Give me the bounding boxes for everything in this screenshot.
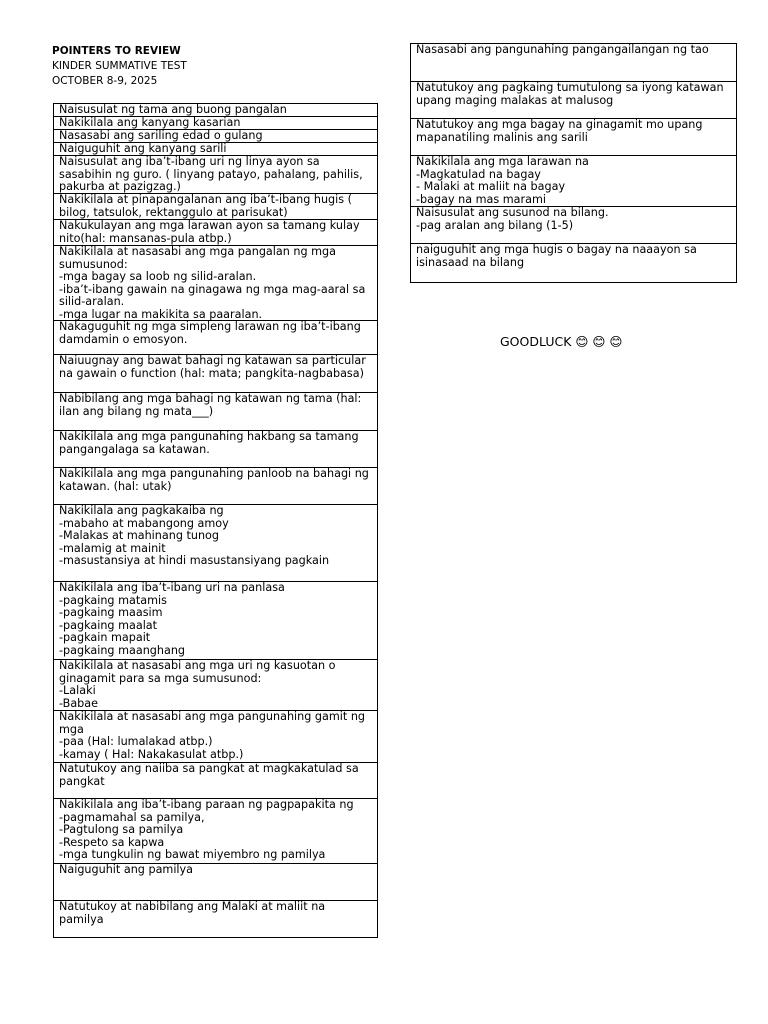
document-date: OCTOBER 8-9, 2025: [52, 75, 158, 87]
table-row: Nakikilala ang iba’t-ibang paraan ng pagpapakita ng -pagmamahal sa pamilya, -Pagtulong sa pamilya -Respeto sa kapwa -mga tungkulin ng bawat miyembro ng pamilya: [54, 799, 377, 864]
table-row: Nakikilala at nasasabi ang mga pangunahing gamit ng mga -paa (Hal: lumalakad atbp.) -kamay ( Hal: Nakakasulat atbp.): [54, 711, 377, 763]
table-row: Naiuugnay ang bawat bahagi ng katawan sa particular na gawain o function (hal: mata; pangkita-nagbabasa): [54, 355, 377, 393]
table-row: Natutukoy ang mga bagay na ginagamit mo upang mapanatiling malinis ang sarili: [411, 119, 736, 156]
table-row: Nabibilang ang mga bahagi ng katawan ng tama (hal: ilan ang bilang ng mata___): [54, 393, 377, 431]
table-row: Natutukoy ang naiiba sa pangkat at magkakatulad sa pangkat: [54, 763, 377, 799]
table-row: Nakikilala ang pagkakaiba ng -mabaho at mabangong amoy -Malakas at mahinang tunog -malamig at mainit -masustansiya at hindi masustansiyang pagkain: [54, 505, 377, 582]
table-row: Naisusulat ang susunod na bilang. -pag aralan ang bilang (1-5): [411, 207, 736, 244]
table-row: Natutukoy ang pagkaing tumutulong sa iyong katawan upang maging malakas at malusog: [411, 82, 736, 119]
table-row: naiguguhit ang mga hugis o bagay na naaayon sa isinasaad na bilang: [416, 244, 697, 269]
table-row: Nakikilala ang mga pangunahing hakbang sa tamang pangangalaga sa katawan.: [54, 431, 377, 468]
left-pointers-table: [53, 103, 378, 938]
table-row: Nakikilala ang mga larawan na -Magkatulad na bagay - Malaki at maliit na bagay -bagay na mas marami: [411, 156, 736, 207]
table-row: Nakukulayan ang mga larawan ayon sa tamang kulay nito(hal: mansanas-pula atbp.): [54, 220, 377, 246]
table-row: Naisusulat ng tama ang buong pangalan: [54, 104, 377, 117]
document-subtitle: KINDER SUMMATIVE TEST: [52, 60, 187, 72]
document-header: [52, 44, 187, 89]
table-row: Nakikilala ang iba’t-ibang uri na panlasa -pagkaing matamis -pagkaing maasim -pagkaing maalat -pagkain mapait -pagkaing maanghang: [54, 582, 377, 660]
table-row: Nasasabi ang sariling edad o gulang: [54, 130, 377, 143]
table-row: Naiguguhit ang kanyang sarili: [54, 143, 377, 156]
table-row: Nakikilala at nasasabi ang mga uri ng kasuotan o ginagamit para sa mga sumusunod: -Lalaki -Babae: [54, 660, 377, 711]
goodluck-message: GOODLUCK 😊 😊 😊: [500, 334, 623, 349]
table-row: Nasasabi ang pangunahing pangangailangan ng tao: [411, 44, 736, 82]
right-pointers-table: [410, 43, 737, 283]
document-title: POINTERS TO REVIEW: [52, 45, 181, 57]
table-row: Naisusulat ang iba’t-ibang uri ng linya ayon sa sasabihin ng guro. ( linyang patayo, pahalang, pahilis, pakurba at pazigzag.): [54, 156, 377, 194]
table-row: Nakikilala ang mga pangunahing panloob na bahagi ng katawan. (hal: utak): [54, 468, 377, 505]
table-row: Nakikilala ang kanyang kasarian: [54, 117, 377, 130]
table-row: Nakikilala at nasasabi ang mga pangalan ng mga sumusunod: -mga bagay sa loob ng silid-aralan. -iba’t-ibang gawain na ginagawa ng mga mag-aaral sa silid-aralan. -mga lugar na makikita sa paaralan.: [54, 246, 377, 321]
table-row: Natutukoy at nabibilang ang Malaki at maliit na pamilya: [59, 901, 326, 926]
table-row: Nakaguguhit ng mga simpleng larawan ng iba’t-ibang damdamin o emosyon.: [54, 321, 377, 355]
table-row: Naiguguhit ang pamilya: [54, 864, 377, 901]
table-row: Nakikilala at pinapangalanan ang iba’t-ibang hugis ( bilog, tatsulok, rektanggulo at parisukat): [54, 194, 377, 220]
